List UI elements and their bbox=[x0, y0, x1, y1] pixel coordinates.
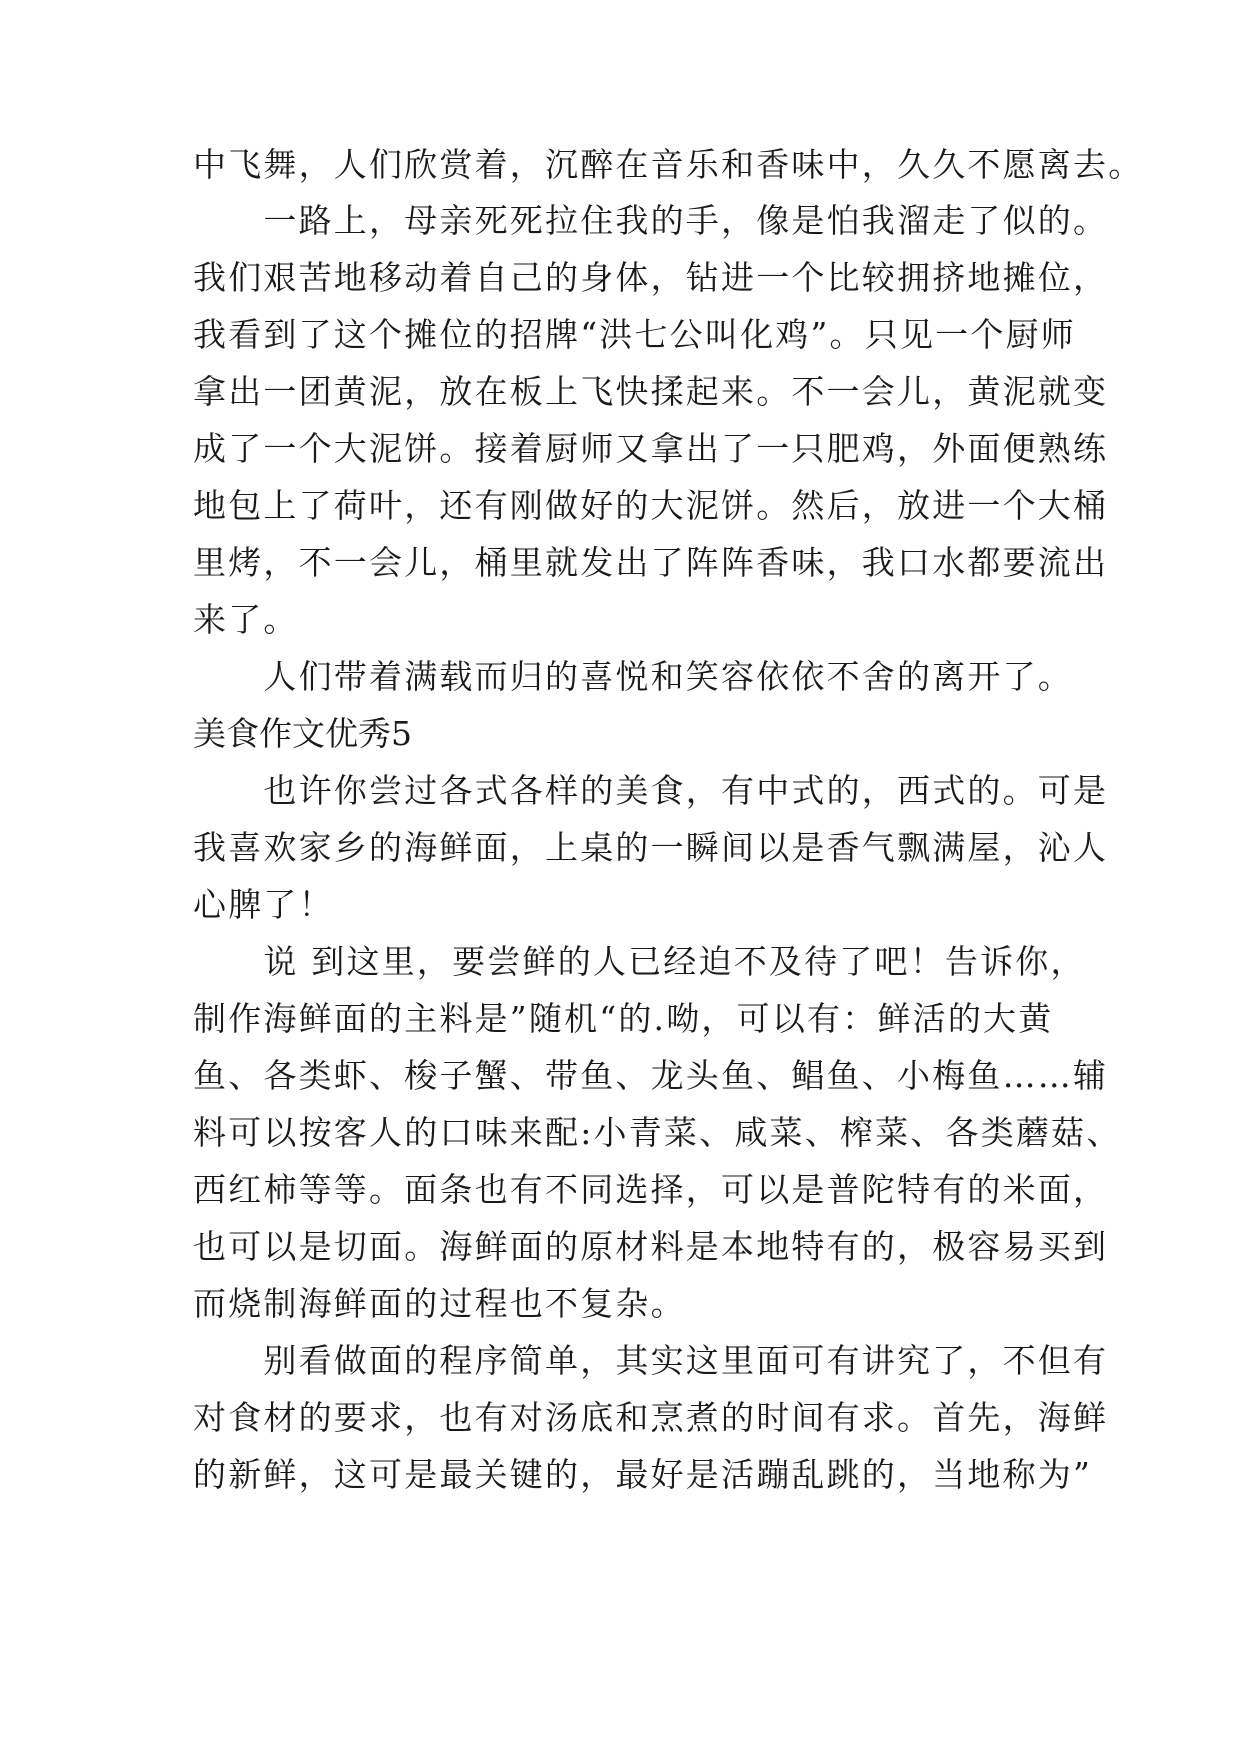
paragraph-start-line: 人们带着满载而归的喜悦和笑容依依不舍的离开了。 bbox=[193, 657, 1073, 696]
paragraph-start-line: 一路上，母亲死死拉住我的手，像是怕我溜走了似的。 bbox=[193, 201, 1109, 240]
text-line: 我看到了这个摊位的招牌“洪七公叫化鸡”。只见一个厨师 bbox=[193, 315, 1076, 354]
text-line: 我喜欢家乡的海鲜面，上桌的一瞬间以是香气飘满屋，沁人 bbox=[193, 828, 1109, 867]
text-line: 对食材的要求，也有对汤底和烹煮的时间有求。首先，海鲜 bbox=[193, 1398, 1109, 1437]
text-line: 心脾了！ bbox=[193, 885, 334, 924]
text-line: 成了一个大泥饼。接着厨师又拿出了一只肥鸡，外面便熟练 bbox=[193, 429, 1109, 468]
text-line: 也可以是切面。海鲜面的原材料是本地特有的，极容易买到 bbox=[193, 1227, 1109, 1266]
text-line: 里烤，不一会儿，桶里就发出了阵阵香味，我口水都要流出 bbox=[193, 543, 1109, 582]
text-line: 鱼、各类虾、梭子蟹、带鱼、龙头鱼、鲳鱼、小梅鱼……辅 bbox=[193, 1056, 1109, 1095]
text-line: 拿出一团黄泥，放在板上飞快揉起来。不一会儿，黄泥就变 bbox=[193, 372, 1109, 411]
text-line: 来了。 bbox=[193, 600, 299, 639]
paragraph-start-line: 说 到这里，要尝鲜的人已经迫不及待了吧！告诉你， bbox=[193, 942, 1086, 981]
text-line: 地包上了荷叶，还有刚做好的大泥饼。然后，放进一个大桶 bbox=[193, 486, 1109, 525]
paragraph-start-line: 也许你尝过各式各样的美食，有中式的，西式的。可是 bbox=[193, 771, 1109, 810]
text-line: 料可以按客人的口味来配:小青菜、咸菜、榨菜、各类蘑菇、 bbox=[193, 1113, 1122, 1152]
text-line: 中飞舞，人们欣赏着，沉醉在音乐和香味中，久久不愿离去。 bbox=[193, 145, 1144, 184]
text-line: 西红柿等等。面条也有不同选择，可以是普陀特有的米面， bbox=[193, 1170, 1109, 1209]
text-line: 制作海鲜面的主料是”随机“的.呦，可以有：鲜活的大黄 bbox=[193, 999, 1054, 1038]
text-line: 的新鲜，这可是最关键的，最好是活蹦乱跳的，当地称为” bbox=[193, 1455, 1093, 1494]
paragraph-start-line: 别看做面的程序简单，其实这里面可有讲究了，不但有 bbox=[193, 1341, 1109, 1380]
text-line: 而烧制海鲜面的过程也不复杂。 bbox=[193, 1284, 686, 1323]
section-heading: 美食作文优秀5 bbox=[193, 714, 412, 753]
text-line: 我们艰苦地移动着自己的身体，钻进一个比较拥挤地摊位， bbox=[193, 258, 1109, 297]
